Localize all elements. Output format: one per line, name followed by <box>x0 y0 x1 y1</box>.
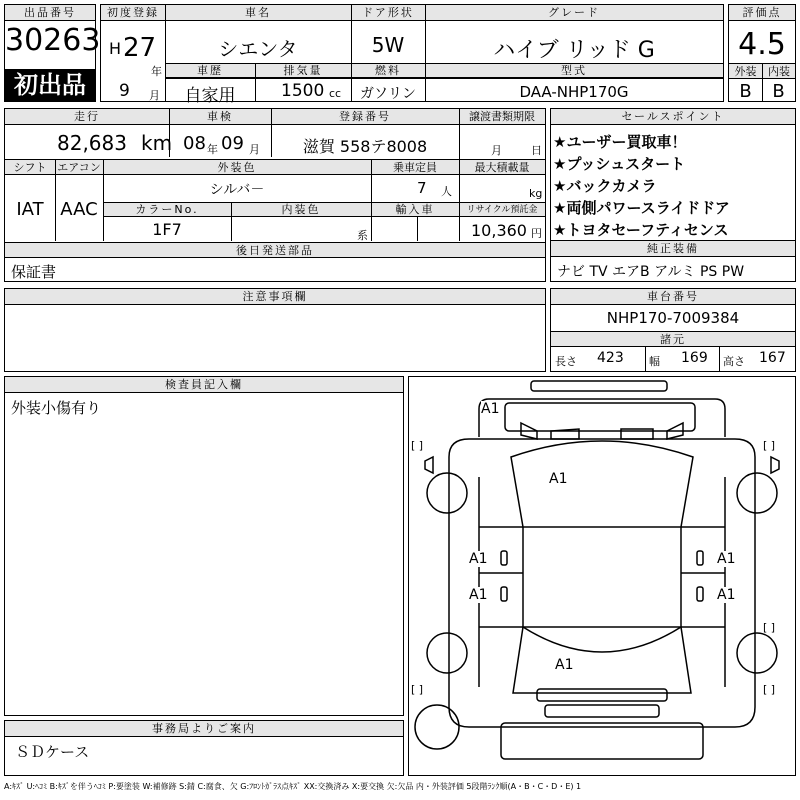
displacement-label: 排気量 <box>255 63 351 78</box>
detail-table <box>4 108 546 282</box>
damage-mark: A1 <box>469 587 488 603</box>
mileage-unit: km <box>141 131 173 155</box>
exterior-color-label: 外装色 <box>103 159 371 175</box>
displacement-value: 1500 <box>281 81 325 101</box>
mileage-label: 走行 <box>5 109 169 125</box>
inspection-year: 08 <box>183 133 206 154</box>
inspector-comment: 外装小傷有り <box>11 399 102 417</box>
grade-label: グレード <box>425 5 723 21</box>
int-score-value: B <box>772 81 785 102</box>
damage-mark: A1 <box>549 471 568 487</box>
damage-mark: A1 <box>555 657 574 673</box>
diagram-bracket: [ ] <box>411 439 424 452</box>
inspection-month: 09 <box>221 133 244 154</box>
diagram-bracket: [ ] <box>763 683 776 696</box>
recycle-value: 10,360 <box>471 221 527 240</box>
chassis-box <box>550 288 796 372</box>
damage-mark: A1 <box>469 551 488 567</box>
door-label: ドア形状 <box>351 5 425 21</box>
exterior-color-value: シルバ－ <box>209 182 265 198</box>
lot-number: 30263 <box>5 23 101 58</box>
fuel-label: 燃料 <box>351 63 425 78</box>
sales-point-item: ★プッシュスタート <box>553 155 686 173</box>
width-value: 169 <box>681 350 708 366</box>
model-label: 型式 <box>425 63 723 78</box>
chassis-value: NHP170-7009384 <box>606 309 740 327</box>
first-listing-badge: 初出品 <box>5 69 95 101</box>
score-value: 4.5 <box>738 27 786 62</box>
height-value: 167 <box>759 350 786 366</box>
capacity-label: 乗車定員 <box>371 159 459 175</box>
transfer-month-unit: 月 <box>491 144 502 157</box>
first-reg-month-unit: 月 <box>149 89 160 102</box>
score-box <box>728 4 796 102</box>
recycle-unit: 円 <box>531 227 542 240</box>
import-label: 輸入車 <box>371 202 459 217</box>
length-value: 423 <box>597 350 624 366</box>
width-label: 幅 <box>649 355 660 368</box>
inspector-label: 検査員記入欄 <box>5 377 403 393</box>
first-reg-year-unit: 年 <box>151 65 162 78</box>
office-box <box>4 720 404 776</box>
color-no-label: カラーNo. <box>103 202 231 217</box>
max-load-label: 最大積載量 <box>459 159 545 175</box>
diagram-bracket: [ ] <box>763 439 776 452</box>
history-label: 車歴 <box>165 63 255 78</box>
int-score-label: 内装 <box>762 63 795 79</box>
aircon-label: エアコン <box>55 159 103 175</box>
recycle-label: リサイクル預託金 <box>459 202 545 217</box>
shift-value: IAT <box>16 199 44 220</box>
lot-box <box>4 4 101 102</box>
later-parts-label: 後日発送部品 <box>5 242 545 258</box>
first-reg-era: H <box>109 39 122 58</box>
sales-points-label: セールスポイント <box>551 109 795 125</box>
first-reg-month: 9 <box>119 81 130 101</box>
damage-mark: A1 <box>717 587 736 603</box>
main-info-table <box>100 4 724 106</box>
interior-color-unit: 系 <box>357 229 368 242</box>
shift-label: シフト <box>5 159 55 175</box>
ext-score-value: B <box>739 81 752 102</box>
inspection-label: 車検 <box>169 109 271 125</box>
plate-value: 滋賀 558テ8008 <box>302 137 428 156</box>
history-value: 自家用 <box>184 86 236 106</box>
genuine-equipment-label: 純正装備 <box>551 241 795 257</box>
genuine-equipment-value: ナビ TV エアB アルミ PS PW <box>557 264 745 280</box>
damage-mark: A1 <box>481 401 500 417</box>
sales-point-item: ★ユーザー買取車！ <box>553 133 687 151</box>
transfer-label: 譲渡書類期限 <box>459 109 545 125</box>
height-label: 高さ <box>723 355 745 368</box>
legend-text: A:ｷｽﾞ U:ﾍｺﾐ B:ｷｽﾞを伴うﾍｺﾐ P:要塗装 W:補修跡 S:錆 C:腐食、欠 G:ﾌﾛﾝﾄｶﾞﾗｽ点ｷｽﾞ XX:交換済み X:要交換 欠:欠品 内・外装評価 5段階ﾗﾝｸ順(A・B・C・D・E) 1 <box>4 782 582 791</box>
sales-point-item: ★両側パワースライドドア <box>553 199 730 217</box>
capacity-value: 7 <box>417 179 427 197</box>
car-outline-diagram <box>409 377 795 775</box>
chassis-label: 車台番号 <box>551 289 795 305</box>
length-label: 長さ <box>555 355 577 368</box>
aircon-value: AAC <box>60 199 98 220</box>
car-diagram <box>408 376 796 776</box>
diagram-bracket: [ ] <box>763 621 776 634</box>
car-name-label: 車名 <box>165 5 351 21</box>
ext-score-label: 外装 <box>729 63 762 79</box>
office-comment: ＳＤケース <box>15 743 90 761</box>
first-reg-year: 27 <box>123 33 157 63</box>
specs-label: 諸元 <box>551 331 795 347</box>
score-label: 評価点 <box>729 5 795 21</box>
mileage-value: 82,683 <box>57 131 127 155</box>
inspection-year-unit: 年 <box>207 143 218 156</box>
fuel-value: ガソリン <box>360 86 416 102</box>
inspector-box <box>4 376 404 716</box>
max-load-unit: kg <box>529 187 543 200</box>
first-reg-label: 初度登録 <box>101 5 165 21</box>
sales-point-item: ★バックカメラ <box>553 177 657 195</box>
sales-point-item: ★トヨタセーフティセンス <box>553 221 729 239</box>
office-label: 事務局よりご案内 <box>5 721 403 737</box>
notes-box <box>4 288 546 372</box>
color-no-value: 1F7 <box>152 220 182 239</box>
inspection-month-unit: 月 <box>249 143 260 156</box>
diagram-bracket: [ ] <box>411 683 424 696</box>
car-name-value: シエンタ <box>218 37 298 61</box>
displacement-unit: cc <box>329 87 342 100</box>
notes-label: 注意事項欄 <box>5 289 545 305</box>
capacity-unit: 人 <box>441 185 452 198</box>
door-value: 5W <box>371 33 405 57</box>
genuine-equipment-box <box>550 240 796 282</box>
lot-label: 出品番号 <box>5 5 95 21</box>
damage-mark: A1 <box>717 551 736 567</box>
later-parts-value: 保証書 <box>11 263 57 281</box>
grade-value: ハイブ リッド G <box>493 38 655 63</box>
sales-points-box <box>550 108 796 256</box>
transfer-day-unit: 日 <box>531 144 542 157</box>
plate-label: 登録番号 <box>271 109 459 125</box>
interior-color-label: 内装色 <box>231 202 371 217</box>
model-value: DAA-NHP170G <box>519 83 629 101</box>
